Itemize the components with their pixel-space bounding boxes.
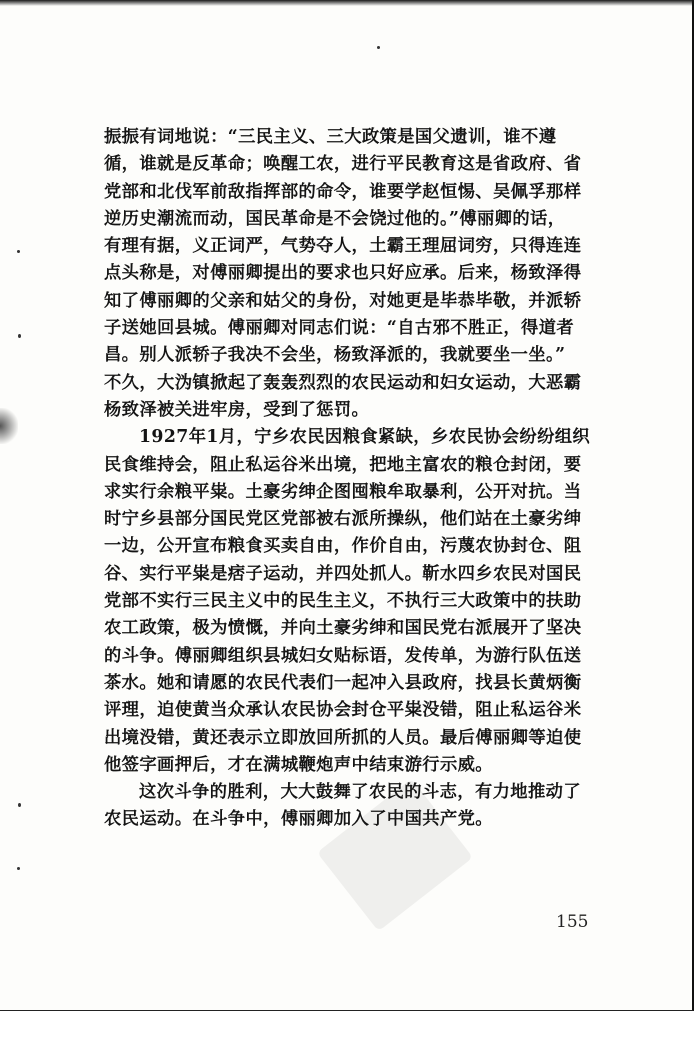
text-line: 不久，大沩镇掀起了轰轰烈烈的农民运动和妇女运动，大恶霸 xyxy=(104,372,582,393)
text-line: 出境没错，黄还表示立即放回所抓的人员。最后傅丽卿等迫使 xyxy=(104,727,582,748)
text-line: 他签字画押后，才在满城鞭炮声中结束游行示威。 xyxy=(104,754,493,775)
text-line: 昌。别人派轿子我决不会坐，杨致泽派的，我就要坐一坐。” xyxy=(104,345,566,366)
text-line: 的斗争。傅丽卿组织县城妇女贴标语，发传单，为游行队伍送 xyxy=(104,645,582,666)
scan-smudge xyxy=(0,408,18,444)
scan-speck xyxy=(377,46,380,49)
page-top-shadow xyxy=(0,0,692,6)
text-line: 时宁乡县部分国民党区党部被右派所操纵，他们站在土豪劣绅 xyxy=(104,509,582,530)
paragraph-3 xyxy=(104,779,624,834)
scan-speck xyxy=(18,334,21,338)
text-line: 民食维持会，阻止私运谷米出境，把地主富农的粮仓封闭，要 xyxy=(104,454,582,475)
text-line: 杨致泽被关进牢房，受到了惩罚。 xyxy=(104,399,370,420)
text-line: 振振有词地说：“三民主义、三大政策是国父遗训，谁不遵 xyxy=(104,127,557,147)
page-number: 155 xyxy=(556,912,589,932)
text-line: 谷、实行平粜是痞子运动，并四处抓人。靳水四乡农民对国民 xyxy=(104,563,582,584)
text-line: 评理，迫使黄当众承认农民协会封仓平粜没错，阻止私运谷米 xyxy=(104,700,582,721)
text-line: 这次斗争的胜利，大大鼓舞了农民的斗志，有力地推动了 xyxy=(139,782,582,803)
text-line: 求实行余粮平粜。土豪劣绅企图囤粮牟取暴利，公开对抗。当 xyxy=(104,481,582,502)
scan-speck xyxy=(17,250,20,253)
text-line: 点头称是，对傅丽卿提出的要求也只好应承。后来，杨致泽得 xyxy=(104,263,582,284)
text-line: 一边，公开宣布粮食买卖自由，作价自由，污蔑农协封仓、阻 xyxy=(104,536,582,557)
text-line: 茶水。她和请愿的农民代表们一起冲入县政府，找县长黄炳衡 xyxy=(104,672,582,693)
text-line: 有理有据，义正词严，气势夺人，土霸王理屈词穷，只得连连 xyxy=(104,236,582,257)
text-line: 农工政策，极为愤慨，并向土豪劣绅和国民党右派展开了坚决 xyxy=(104,618,582,639)
scan-speck xyxy=(18,803,21,807)
text-line: 党部和北伐军前敌指挥部的命令，谁要学赵恒惕、吴佩孚那样 xyxy=(104,181,582,202)
text-line: 党部不实行三民主义中的民生主义，不执行三大政策中的扶助 xyxy=(104,591,582,612)
text-line: 逆历史潮流而动，国民革命是不会饶过他的。”傅丽卿的话， xyxy=(104,208,566,229)
text-line: 农民运动。在斗争中，傅丽卿加入了中国共产党。 xyxy=(104,809,493,830)
text-line: 子送她回县城。傅丽卿对同志们说：“自古邪不胜正，得道者 xyxy=(104,318,575,339)
paragraph-1 xyxy=(104,124,624,424)
body-text xyxy=(104,124,624,834)
text-line: 知了傅丽卿的父亲和姑父的身份，对她更是毕恭毕敬，并派轿 xyxy=(104,290,582,311)
scan-speck xyxy=(17,867,20,870)
paragraph-2 xyxy=(104,424,624,779)
text-line: 循，谁就是反革命；唤醒工农，进行平民教育这是省政府、省 xyxy=(104,154,582,175)
text-line: 1927年1月，宁乡农民因粮食紧缺，乡农民协会纷纷组织 xyxy=(139,427,591,448)
